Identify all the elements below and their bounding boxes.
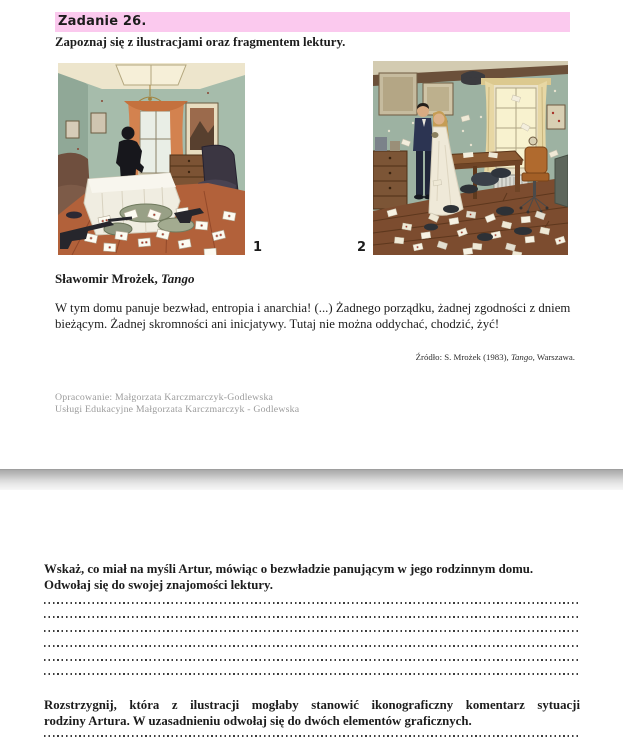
answer-dotted-line [44, 602, 580, 604]
source-line [255, 352, 575, 362]
answer-dotted-line [44, 673, 580, 675]
question-1 [44, 561, 580, 593]
question-1-line-1: Wskaż, co miał na myśli Artur, mówiąc o bezwładzie panującym w jego rodzinnym domu. [44, 562, 534, 576]
task-header-label: Zadanie 26. [58, 14, 147, 29]
hat [66, 212, 82, 219]
answer-lines-question-1 [44, 602, 580, 687]
author-name: Sławomir Mrożek, [55, 271, 162, 286]
illustration-2-wedding-couple [373, 61, 568, 255]
question-2 [44, 697, 580, 729]
answer-dotted-line [44, 645, 580, 647]
figure-1-number: 1 [253, 240, 263, 255]
answer-lines-question-2 [44, 735, 580, 742]
task-header-bar [55, 12, 570, 32]
answer-dotted-line [44, 630, 580, 632]
source-prefix: Źródło: S. Mrożek (1983), [415, 352, 511, 362]
page-separator [0, 469, 623, 490]
quote-text: W tym domu panuje bezwład, entropia i anarchia! (...) Żadnego porządku, żadnej zgodności z dniem bieżącym. Żadnej skromności ani inicjatywy. Tutaj nie można oddychać, chodzić, żyć! [55, 301, 571, 332]
answer-dotted-line [44, 659, 580, 661]
credit-line-1: Opracowanie: Małgorzata Karczmarczyk-Godlewska [55, 392, 274, 403]
figure-2-number: 2 [357, 240, 367, 255]
answer-dotted-line [44, 616, 580, 618]
question-2-line-2: rodziny Artura. W uzasadnieniu odwołaj się do dwóch elementów graficznych. [44, 714, 472, 729]
figure-2 [373, 61, 568, 255]
figure-1 [58, 63, 245, 255]
source-suffix: , Warszawa. [532, 352, 575, 362]
illustration-1-messy-salon [58, 63, 245, 255]
credits [55, 392, 299, 416]
work-title: Tango [161, 271, 195, 286]
question-2-line-1: Rozstrzygnij, która z ilustracji mogłaby stanowić ikonograficzny komentarz sytuacji [44, 698, 580, 712]
source-work-title: Tango [510, 352, 533, 362]
question-1-line-2: Odwołaj się do swojej znajomości lektury. [44, 578, 273, 593]
credit-line-2: Usługi Edukacyjne Małgorzata Karczmarczyk - Godlewska [55, 404, 300, 416]
author-line [55, 271, 195, 287]
intro-text: Zapoznaj się z ilustracjami oraz fragmentem lektury. [55, 35, 346, 49]
answer-dotted-line [44, 735, 580, 737]
